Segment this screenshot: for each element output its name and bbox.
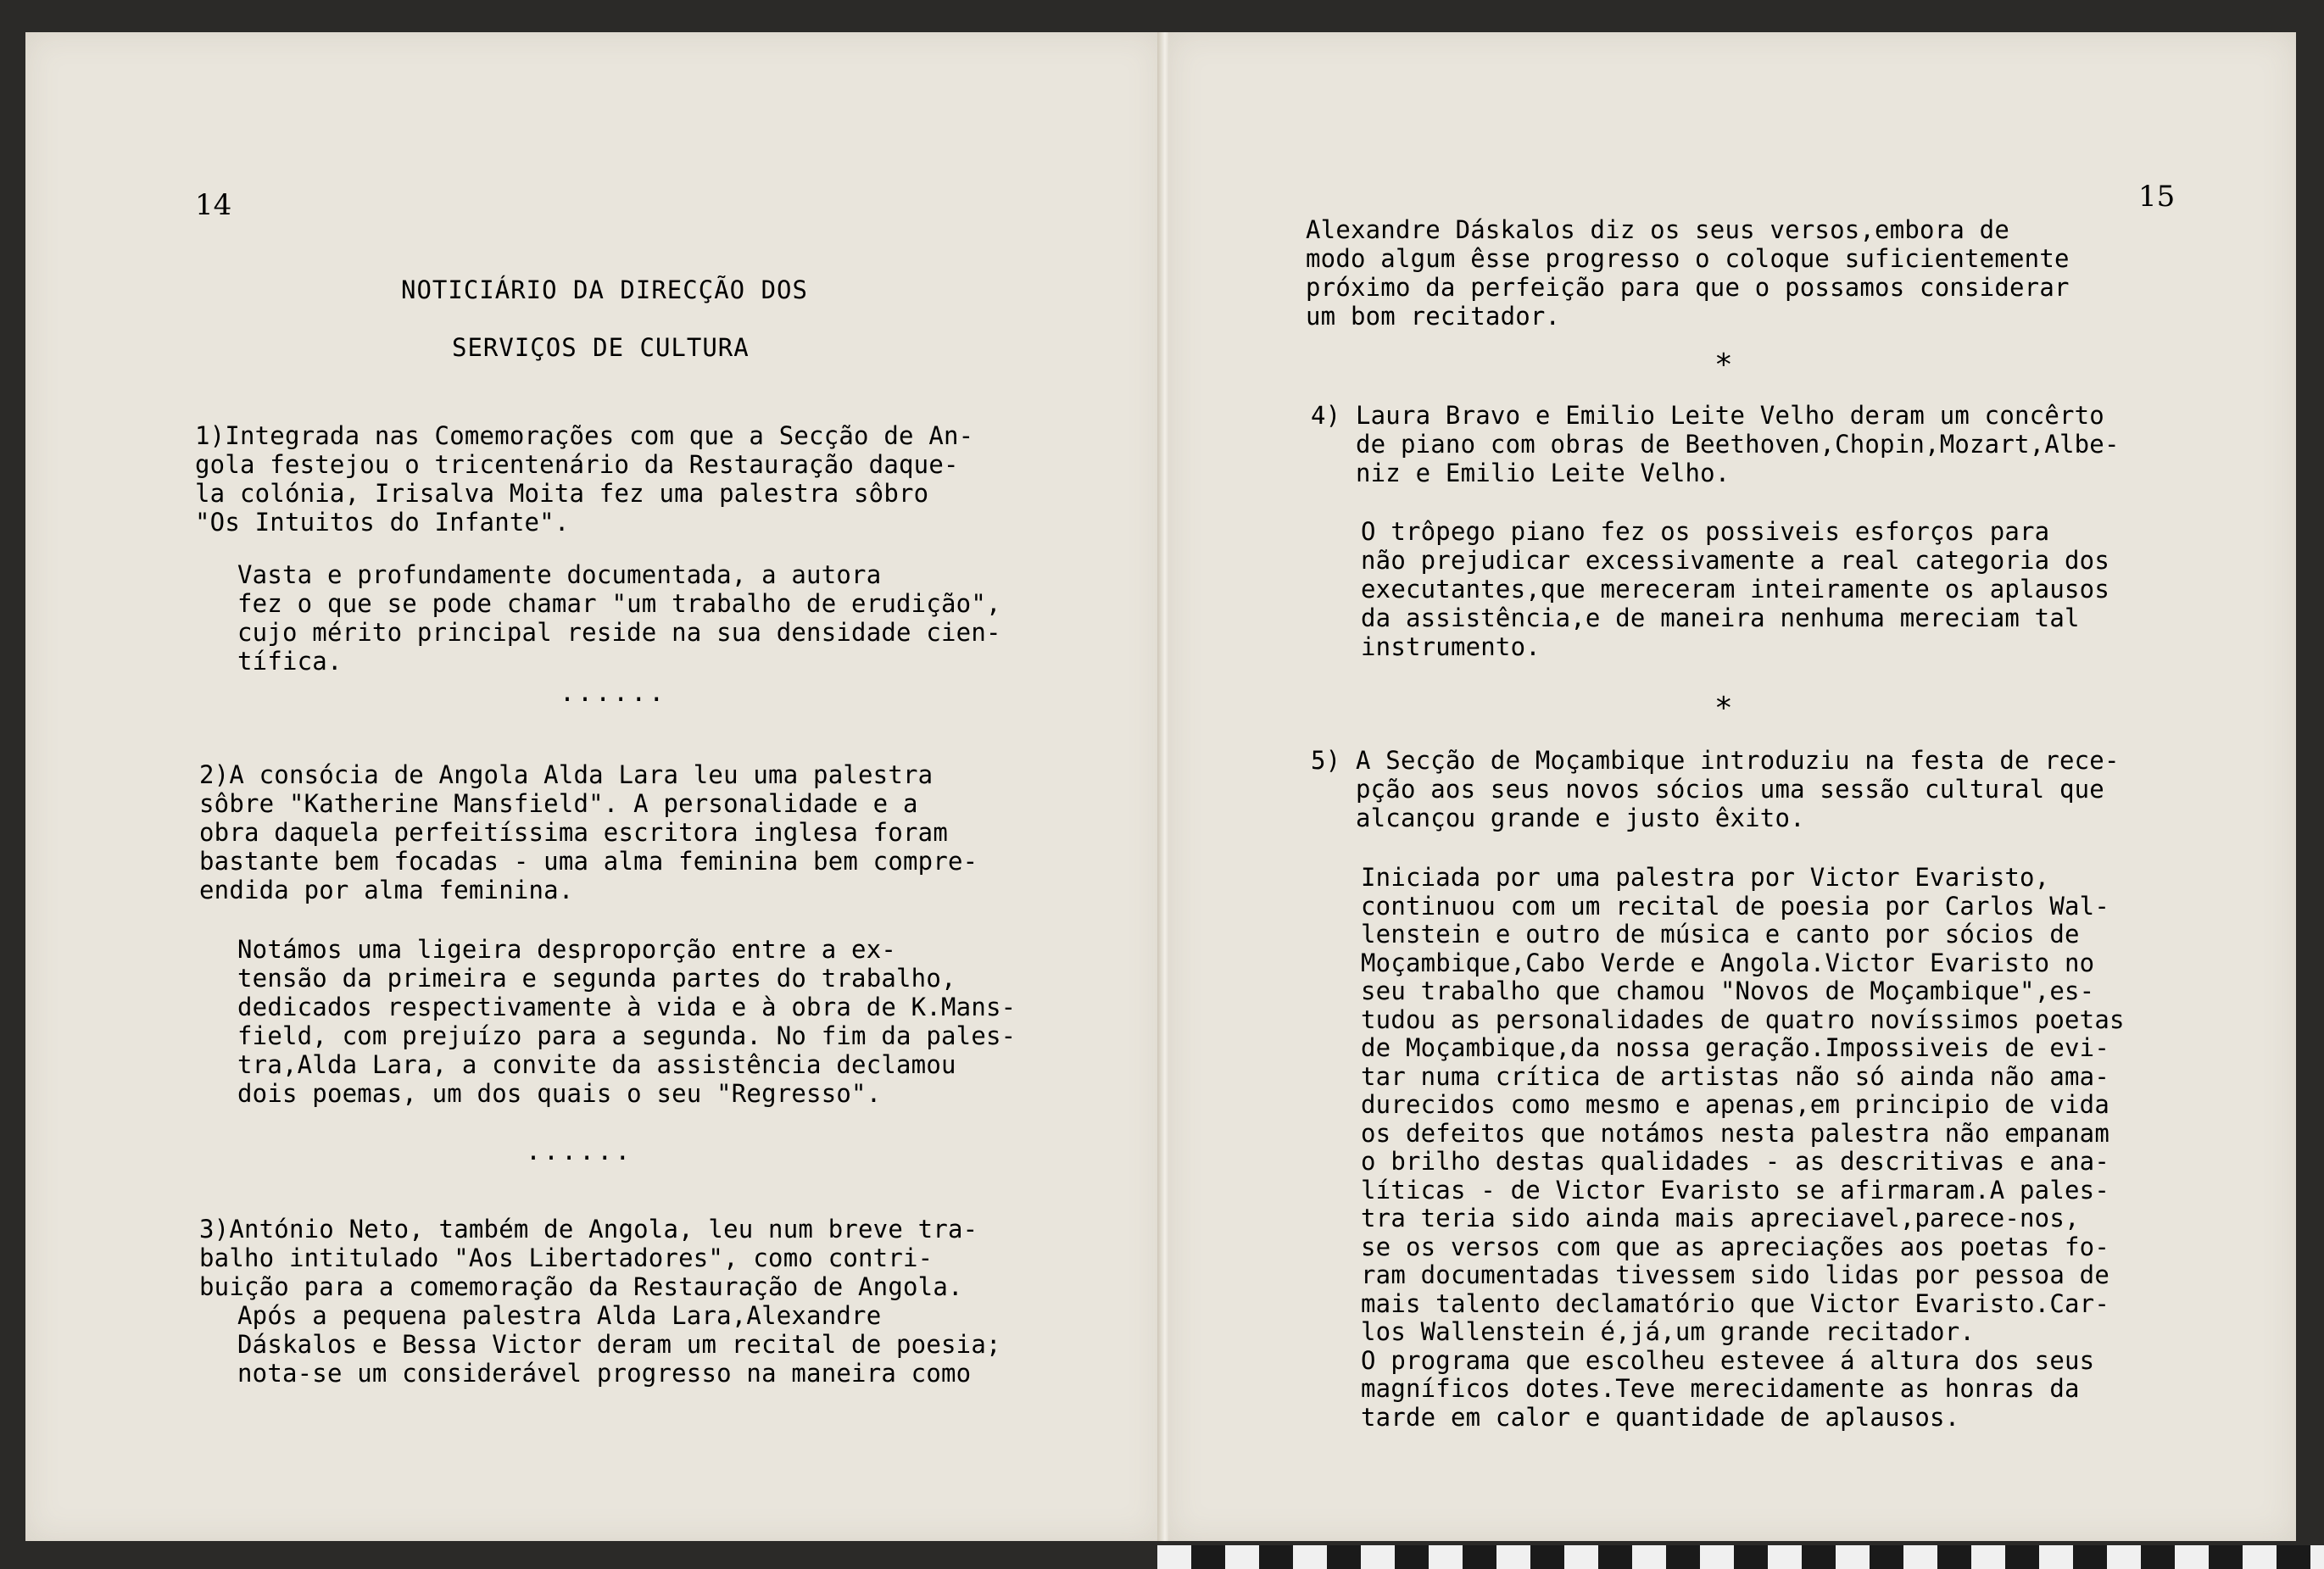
text-line: tra,Alda Lara, a convite da assistência declamou [237, 1050, 956, 1079]
text-line: nota-se um considerável progresso na maneira como [237, 1359, 972, 1388]
separator-dots-1: ...... [560, 678, 667, 708]
text-line: gola festejou o tricentenário da Restauração daque- [195, 450, 959, 479]
text-line: "Os Intuitos do Infante". [195, 508, 570, 537]
section-title-line2: SERVIÇOS DE CULTURA [452, 333, 750, 362]
text-line: 1)Integrada nas Comemorações com que a Secção de An- [195, 421, 974, 450]
text-line: executantes,que mereceram inteiramente os aplausos [1361, 575, 2109, 604]
separator-star-1: * [1714, 348, 1733, 382]
text-line: os defeitos que notámos nesta palestra não empanam [1361, 1118, 2109, 1148]
page-number-right: 15 [2138, 180, 2176, 214]
text-line: tudou as personalidades de quatro novíssimos poetas [1361, 1004, 2125, 1034]
text-line: próximo da perfeição para que o possamos considerar [1306, 273, 2070, 302]
text-line: balho intitulado "Aos Libertadores", como contri- [199, 1244, 934, 1272]
text-line: um bom recitador. [1306, 302, 1561, 331]
text-line: de Moçambique,da nossa geração.Impossiveis de evi- [1361, 1033, 2109, 1062]
text-line: modo algum êsse progresso o coloque suficientemente [1306, 244, 2070, 273]
text-line: durecidos como mesmo e apenas,em principio de vida [1361, 1090, 2109, 1119]
text-line: 2)A consócia de Angola Alda Lara leu uma palestra [199, 760, 934, 789]
text-line: seu trabalho que chamou "Novos de Moçambique",es- [1361, 976, 2095, 1005]
text-line: dedicados respectivamente à vida e à obra de K.Mans- [237, 993, 1017, 1021]
text-line: continuou com um recital de poesia por Carlos Wal- [1361, 891, 2109, 921]
separator-star-2: * [1714, 691, 1733, 726]
text-line: los Wallenstein é,já,um grande recitador. [1361, 1317, 1976, 1346]
text-line: Iniciada por uma palestra por Victor Evaristo, [1361, 863, 2050, 892]
text-line: Alexandre Dáskalos diz os seus versos,embora de [1306, 215, 2009, 244]
text-line: 5) A Secção de Moçambique introduziu na festa de rece- [1311, 746, 2120, 775]
text-line: field, com prejuízo para a segunda. No fim da pales- [237, 1021, 1017, 1050]
page-number-left: 14 [195, 188, 232, 222]
text-line: pção aos seus novos sócios uma sessão cultural que [1311, 775, 2104, 804]
text-line: endida por alma feminina. [199, 876, 574, 904]
text-line: de piano com obras de Beethoven,Chopin,Mozart,Albe- [1311, 430, 2120, 459]
text-line: o brilho destas qualidades - as descritivas e ana- [1361, 1147, 2109, 1176]
text-line: dois poemas, um dos quais o seu "Regresso". [237, 1079, 882, 1108]
text-line: 3)António Neto, também de Angola, leu num breve tra- [199, 1215, 978, 1244]
text-line: la colónia, Irisalva Moita fez uma palestra sôbro [195, 479, 929, 508]
text-line: Após a pequena palestra Alda Lara,Alexandre [237, 1301, 882, 1330]
text-line: 4) Laura Bravo e Emilio Leite Velho deram um concêrto [1311, 401, 2104, 430]
text-line: Vasta e profundamente documentada, a autora [237, 560, 882, 589]
text-line: Dáskalos e Bessa Victor deram um recital de poesia; [237, 1330, 1001, 1359]
text-line: Moçambique,Cabo Verde e Angola.Victor Evaristo no [1361, 948, 2095, 977]
text-line: sôbre "Katherine Mansfield". A personalidade e a [199, 789, 918, 818]
text-line: não prejudicar excessivamente a real categoria dos [1361, 546, 2109, 575]
text-line: se os versos com que as apreciações aos poetas fo- [1361, 1232, 2109, 1261]
text-line: tensão da primeira e segunda partes do trabalho, [237, 964, 956, 993]
section-title-line1: NOTICIÁRIO DA DIRECÇÃO DOS [401, 275, 808, 304]
text-line: O programa que escolheu estevee á altura dos seus [1361, 1345, 2095, 1375]
text-line: tar numa crítica de artistas não só ainda não ama- [1361, 1061, 2109, 1091]
text-line: mais talento declamatório que Victor Evaristo.Car- [1361, 1288, 2109, 1318]
text-line: O trôpego piano fez os possiveis esforços para [1361, 517, 2050, 546]
text-line: líticas - de Victor Evaristo se afirmaram.A pales- [1361, 1175, 2109, 1205]
scale-ruler [1157, 1545, 2324, 1569]
text-line: magníficos dotes.Teve merecidamente as honras da [1361, 1374, 2080, 1403]
text-line: instrumento. [1361, 632, 1541, 661]
text-line: tífica. [237, 647, 343, 676]
text-line: buição para a comemoração da Restauração de Angola. [199, 1272, 963, 1301]
text-line: da assistência,e de maneira nenhuma mereciam tal [1361, 604, 2080, 632]
text-line: tra teria sido ainda mais apreciavel,parece-nos, [1361, 1204, 2080, 1232]
text-line: fez o que se pode chamar "um trabalho de erudição", [237, 589, 1001, 618]
text-line: obra daquela perfeitíssima escritora inglesa foram [199, 818, 948, 847]
text-line: cujo mérito principal reside na sua densidade cien- [237, 618, 1001, 647]
separator-dots-2: ...... [526, 1137, 633, 1166]
text-line: lenstein e outro de música e canto por sócios de [1361, 920, 2080, 949]
text-line: tarde em calor e quantidade de aplausos. [1361, 1402, 1960, 1432]
text-line: bastante bem focadas - uma alma feminina bem compre- [199, 847, 978, 876]
text-line: niz e Emilio Leite Velho. [1311, 459, 1730, 487]
text-line: alcançou grande e justo êxito. [1311, 804, 1805, 832]
text-line: Notámos uma ligeira desproporção entre a ex- [237, 935, 897, 964]
text-line: ram documentadas tivessem sido lidas por pessoa de [1361, 1260, 2109, 1289]
